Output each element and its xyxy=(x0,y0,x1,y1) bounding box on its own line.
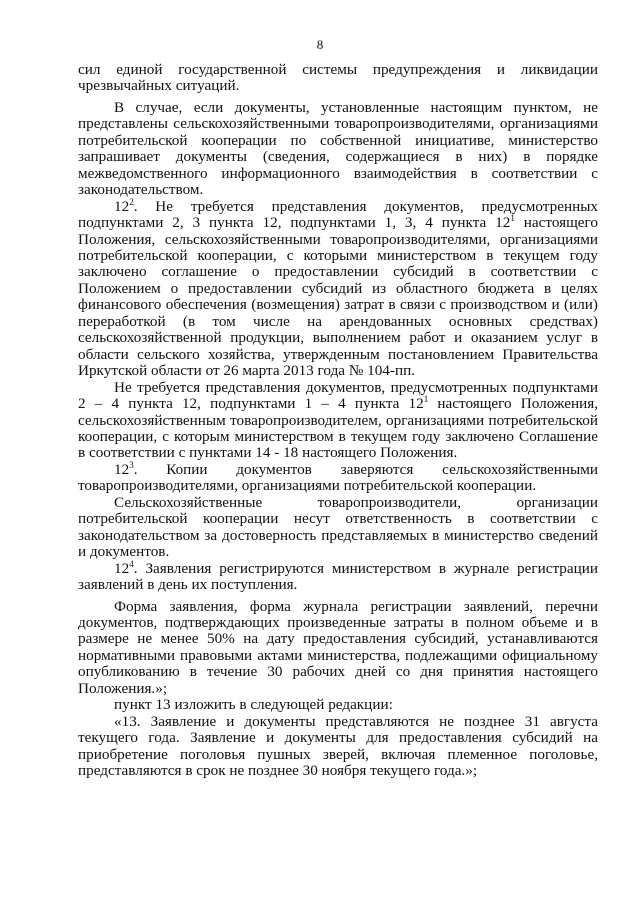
paragraph-12-3-text: . Копии документов заверяются сельскохозяйственными товаропроизводителями, организациями потребительской кооперации. xyxy=(78,460,598,495)
paragraph-not-required-lead: Не требуется представления документов, предусмотренных подпунктами 2 – 4 пункта 12, подпунктами 1 – 4 пункта 12 xyxy=(78,378,598,413)
document-body xyxy=(78,62,598,779)
paragraph-12-4 xyxy=(78,558,598,594)
paragraph-12-2-text: настоящего Положения, сельскохозяйственными товаропроизводителями, организациями потребительской кооперации, с которыми министерством в текущем году заключено соглашение о предоставлении субсидий в соответствии с Положением о предоставлении субсидий из областного бюджета в целях финансового обеспечения (возмещения) затрат в связи с производством и (или) переработкой (в том числе на арендованных основных средствах) сельскохозяйственной продукции, выполнением работ и оказанием услуг в области сельского хозяйства, утвержденным постановлением Правительства Иркутской области от 26 марта 2013 года № 104-пп. xyxy=(78,214,598,380)
paragraph-12-3 xyxy=(78,459,598,495)
page-number: 8 xyxy=(316,37,324,52)
item-number-12-3: 12 xyxy=(114,460,130,478)
paragraph-12-4-text: . Заявления регистрируются министерством в журнале регистрации заявлений в день их поступления. xyxy=(78,559,598,594)
paragraph-item-13: «13. Заявление и документы представляются не позднее 31 августа текущего года. Заявление и документы для предоставления субсидий на приобретение поголовья пушных зверей, включая племенное поголовье, представляются в срок не позднее 30 ноября текущего года.»; xyxy=(78,712,598,780)
paragraph-responsibility: Сельскохозяйственные товаропроизводители, организации потребительской кооперации несут ответственность в соответствии с законодательством за достоверность представляемых в министерство сведений и документов. xyxy=(78,493,598,561)
paragraph-not-required-text: настоящего Положения, сельскохозяйственным товаропроизводителем, организациями потребительской кооперации, с которым министерством в текущем году заключено Соглашение в соответствии с пунктами 14 - 18 настоящего Положения. xyxy=(78,395,598,462)
reference-superscript-1: 1 xyxy=(510,213,515,224)
item-number-12-2: 12 xyxy=(114,197,130,215)
paragraph-forms: Форма заявления, форма журнала регистрации заявлений, перечни документов, подтверждающих произведенные затраты в полном объеме и в размере не менее 50% на дату предоставления субсидий, устанавливаются нормативными правовыми актами министерства, подлежащими официальному опубликованию в течение 30 рабочих дней со дня принятия настоящего Положения.»; xyxy=(78,597,598,697)
item-superscript-2: 2 xyxy=(129,196,134,207)
reference-superscript-1b: 1 xyxy=(423,394,429,404)
paragraph-interagency-request: В случае, если документы, установленные настоящим пунктом, не представлены сельскохозяйственными товаропроизводителями, организациями потребительской кооперации по собственной инициативе, министерство запрашивает документы (сведения, содержащиеся в них) в порядке межведомственного информационного взаимодействия в соответствии с законодательством. xyxy=(78,98,598,199)
paragraph-12-2-lead: . Не требуется представления документов, предусмотренных подпунктами 2, 3 пункта 12, подпунктами 1, 3, 4 пункта 12 xyxy=(78,197,598,232)
paragraph-12-2 xyxy=(78,196,598,380)
paragraph-item-13-instruction: пункт 13 изложить в следующей редакции: xyxy=(114,696,393,714)
paragraph-not-required xyxy=(78,380,598,462)
paragraph-continuation: сил единой государственной системы предупреждения и ликвидации чрезвычайных ситуаций. xyxy=(78,61,598,95)
item-superscript-4: 4 xyxy=(129,558,134,569)
item-superscript-3: 3 xyxy=(129,459,134,470)
item-number-12-4: 12 xyxy=(114,559,130,577)
